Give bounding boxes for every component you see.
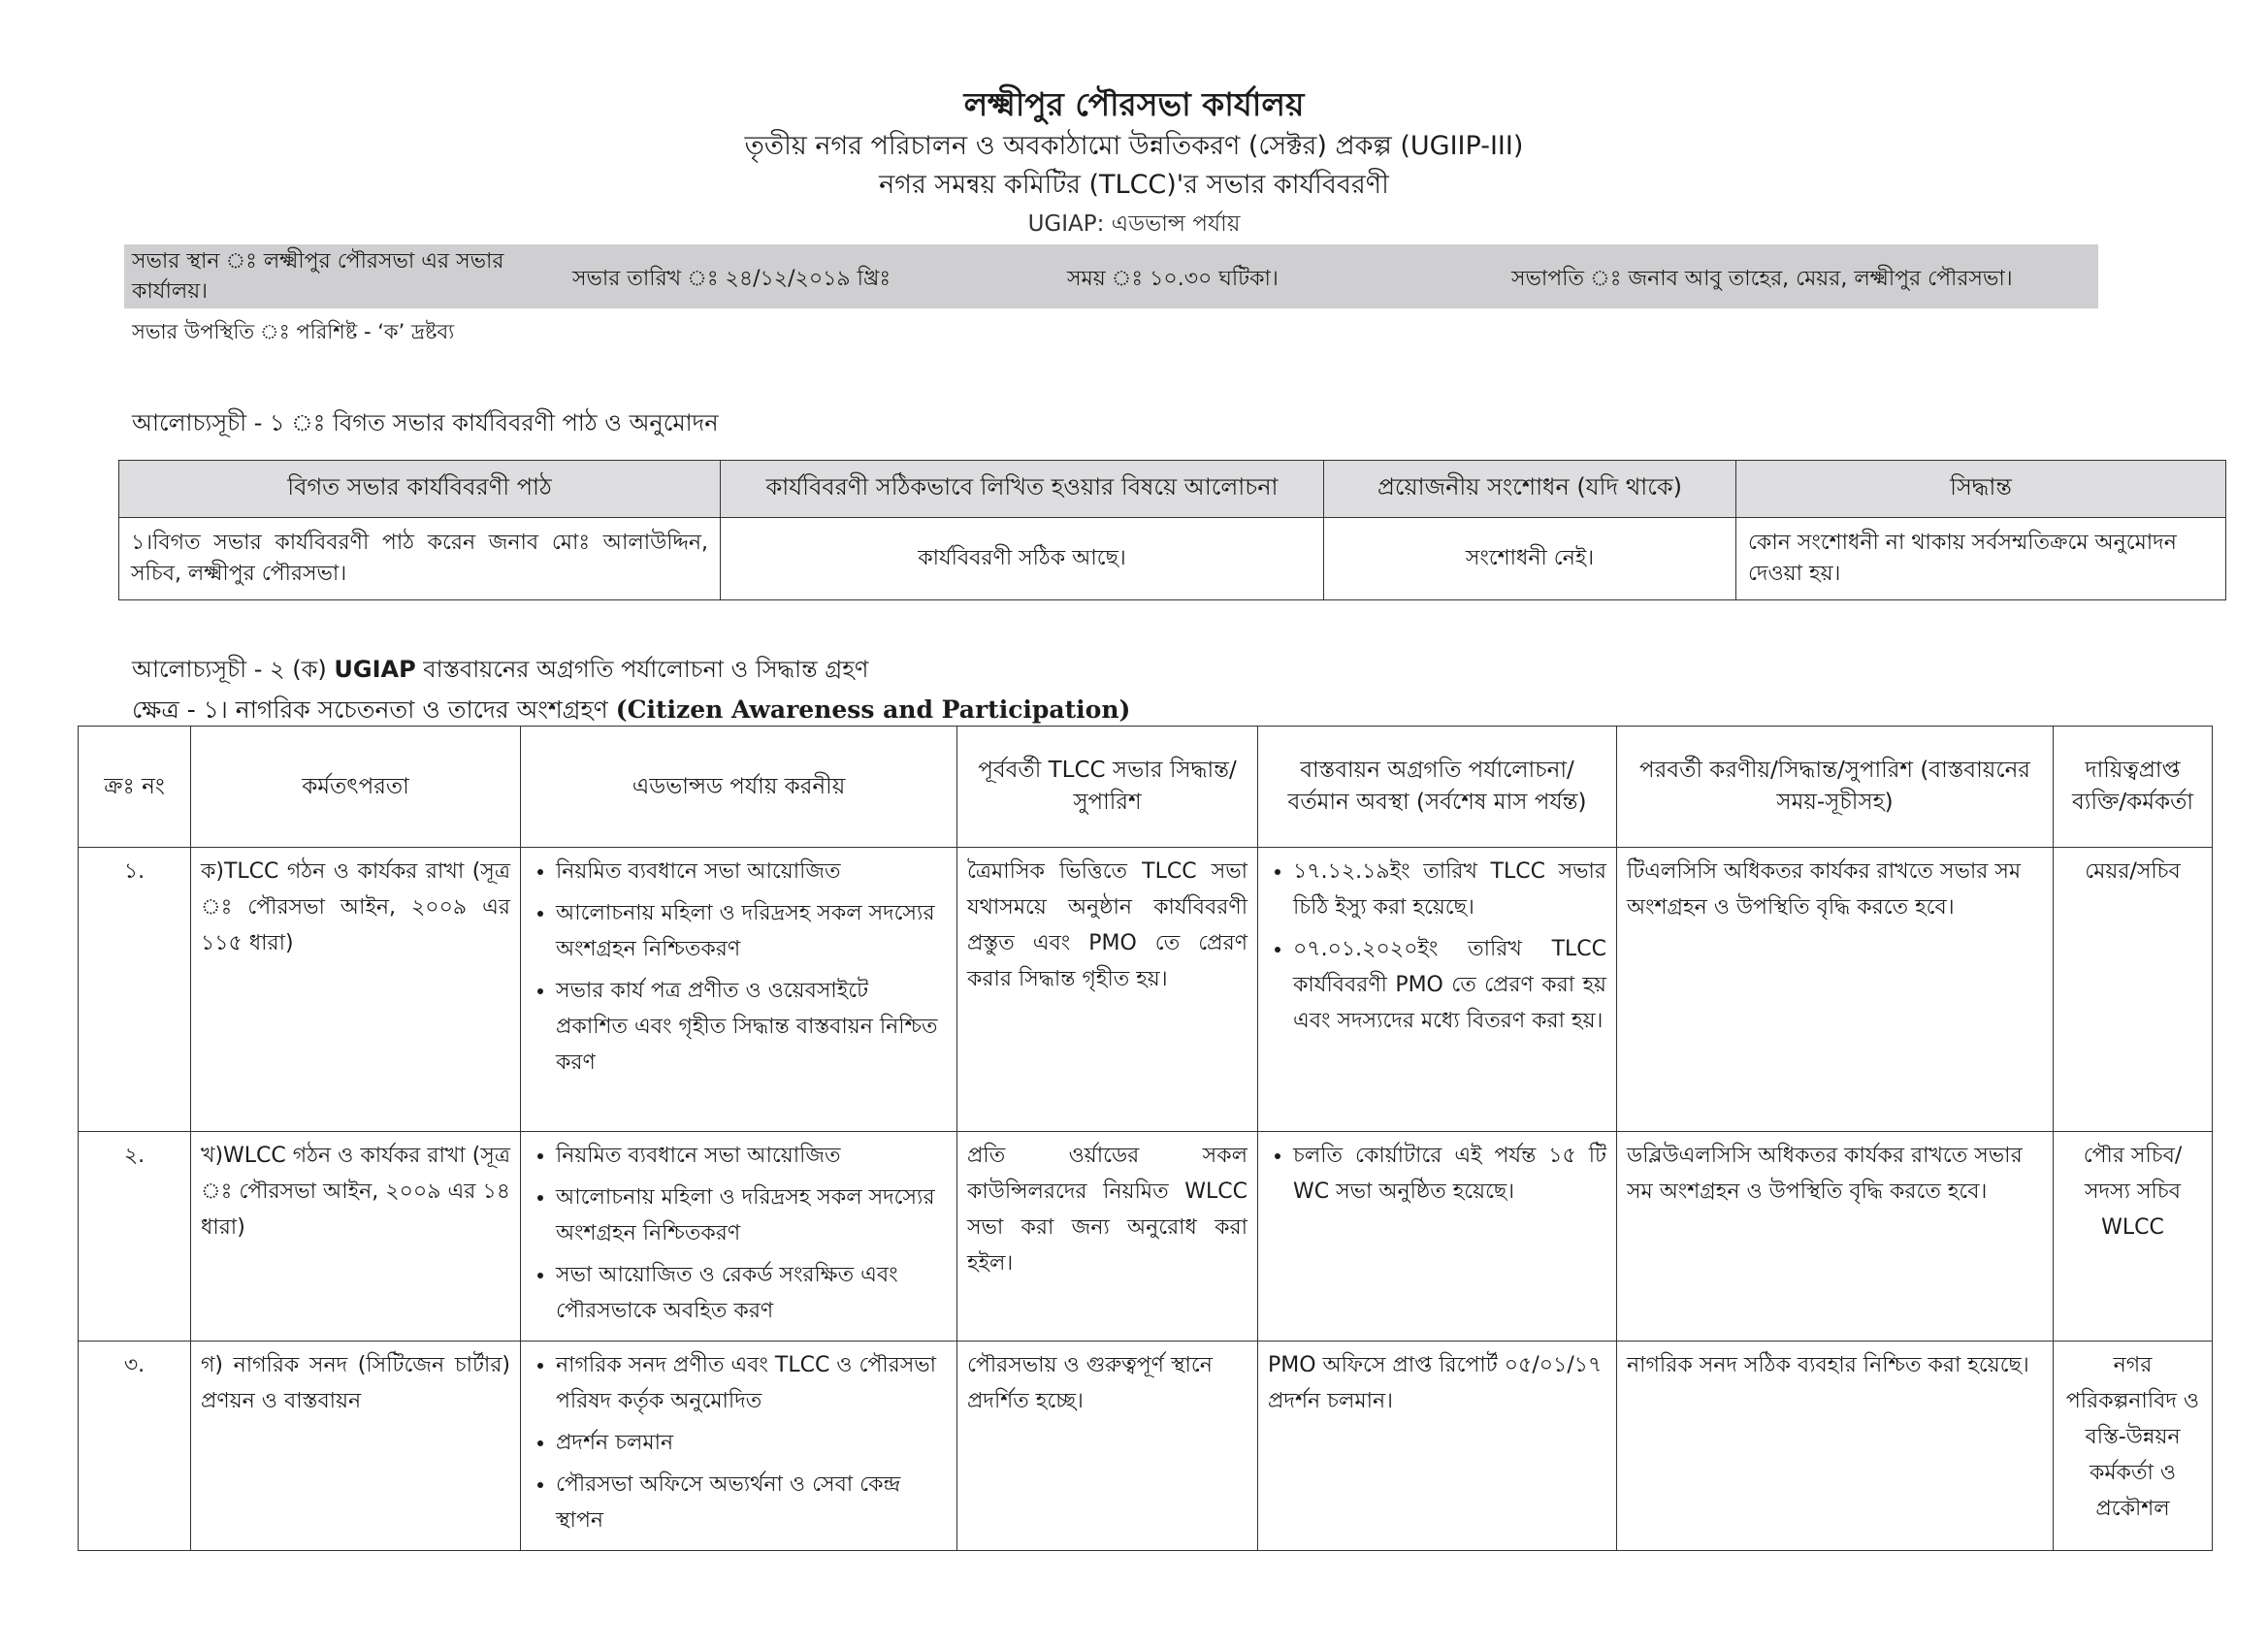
- agenda2-heading-pre: আলোচ্যসূচী - ২ (ক): [132, 656, 335, 683]
- sector-heading-bn: ক্ষেত্র - ১। নাগরিক সচেতনতা ও তাদের অংশগ্রহণ: [132, 695, 616, 724]
- agenda1-col-header: প্রয়োজনীয় সংশোধন (যদি থাকে): [1324, 461, 1736, 518]
- meeting-chair: সভাপতি ঃ জনাব আবু তাহের, মেয়র, লক্ষ্মীপুর পৌরসভা।: [1511, 267, 2013, 291]
- row-next: ডব্লিউএলসিসি অধিকতর কার্যকর রাখতে সভার সম অংশগ্রহন ও উপস্থিতি বৃদ্ধি করতে হবে।: [1617, 1132, 2054, 1342]
- row-previous: পৌরসভায় ও গুরুত্বপূর্ণ স্থানে প্রদর্শিত হচ্ছে।: [957, 1342, 1258, 1551]
- agenda1-col-header: সিদ্ধান্ত: [1736, 461, 2226, 518]
- row-activity: খ)WLCC গঠন ও কার্যকর রাখা (সূত্র ঃ পৌরসভা আইন, ২০০৯ এর ১৪ ধারা): [191, 1132, 521, 1342]
- row-progress: [1258, 1132, 1617, 1342]
- agenda2-col-header: কর্মতৎপরতা: [191, 727, 521, 848]
- agenda2-col-header: ক্রঃ নং: [79, 727, 191, 848]
- table-row: [119, 518, 2226, 600]
- phase-label: UGIAP: এডভান্স পর্যায়: [1027, 211, 1241, 237]
- agenda2-col-header: পূর্ববর্তী TLCC সভার সিদ্ধান্ত/সুপারিশ: [957, 727, 1258, 848]
- agenda2-col-header: বাস্তবায়ন অগ্রগতি পর্যালোচনা/ বর্তমান অবস্থা (সর্বশেষ মাস পর্যন্ত): [1258, 727, 1617, 848]
- row-todo: [521, 1342, 957, 1551]
- row-serial: ১.: [79, 848, 191, 1132]
- row-todo: [521, 1132, 957, 1342]
- agenda1-cell: সংশোধনী নেই।: [1324, 518, 1736, 600]
- agenda2-heading-post: বাস্তবায়নের অগ্রগতি পর্যালোচনা ও সিদ্ধান্ত গ্রহণ: [415, 656, 869, 683]
- table-row: [79, 848, 2213, 1132]
- meeting-info-band: [124, 244, 2098, 308]
- office-title: লক্ষ্মীপুর পৌরসভা কার্যালয়: [963, 85, 1305, 123]
- row-next: টিএলসিসি অধিকতর কার্যকর রাখতে সভার সম অংশগ্রহন ও উপস্থিতি বৃদ্ধি করতে হবে।: [1617, 848, 2054, 1132]
- meeting-attendance: সভার উপস্থিতি ঃ পরিশিষ্ট - ‘ক’ দ্রষ্টব্য: [132, 320, 455, 343]
- agenda2-table: [78, 726, 2213, 1551]
- agenda1-header-row: [119, 461, 2226, 518]
- todo-item: • নিয়মিত ব্যবধানে সভা আয়োজিত: [556, 1138, 947, 1174]
- table-row: [79, 1132, 2213, 1342]
- row-serial: ২.: [79, 1132, 191, 1342]
- agenda2-heading-bold: UGIAP: [334, 656, 416, 683]
- agenda1-table: [118, 460, 2226, 600]
- sector-heading-en: (Citizen Awareness and Participation): [615, 695, 1131, 724]
- agenda2-header-row: [79, 727, 2213, 848]
- todo-item: • নাগরিক সনদ প্রণীত এবং TLCC ও পৌরসভা পরিষদ কর্তৃক অনুমোদিত: [556, 1347, 947, 1419]
- progress-item: • ১৭.১২.১৯ইং তারিখ TLCC সভার চিঠি ইস্যু করা হয়েছে।: [1293, 854, 1606, 925]
- meeting-time: সময় ঃ ১০.৩০ ঘটিকা।: [1067, 267, 1279, 291]
- todo-item: • নিয়মিত ব্যবধানে সভা আয়োজিত: [556, 854, 947, 889]
- meeting-place: সভার স্থান ঃ লক্ষ্মীপুর পৌরসভা এর সভার কার্যালয়।: [132, 249, 504, 304]
- todo-item: • প্রদর্শন চলমান: [556, 1425, 947, 1461]
- agenda2-heading: [132, 652, 868, 691]
- row-next: নাগরিক সনদ সঠিক ব্যবহার নিশ্চিত করা হয়েছে।: [1617, 1342, 2054, 1551]
- agenda1-cell: কার্যবিবরণী সঠিক আছে।: [721, 518, 1324, 600]
- progress-item: • চলতি কোর্য়াটারে এই পর্যন্ত ১৫ টি WC সভা অনুষ্ঠিত হয়েছে।: [1293, 1138, 1606, 1210]
- todo-item: • পৌরসভা অফিসে অভ্যর্থনা ও সেবা কেন্দ্র স্থাপন: [556, 1467, 947, 1538]
- row-responsible: পৌর সচিব/সদস্য সচিব WLCC: [2054, 1132, 2213, 1342]
- agenda2-col-header: এডভান্সড পর্যায় করনীয়: [521, 727, 957, 848]
- todo-item: • আলোচনায় মহিলা ও দরিদ্রসহ সকল সদস্যের অংশগ্রহন নিশ্চিতকরণ: [556, 895, 947, 967]
- table-row: [79, 1342, 2213, 1551]
- agenda1-col-header: কার্যবিবরণী সঠিকভাবে লিখিত হওয়ার বিষয়ে আলোচনা: [721, 461, 1324, 518]
- minutes-title: নগর সমন্বয় কমিটির (TLCC)'র সভার কার্যবিবরণী: [879, 170, 1389, 200]
- agenda1-cell: ১।বিগত সভার কার্যবিবরণী পাঠ করেন জনাব মোঃ আলাউদ্দিন, সচিব, লক্ষ্মীপুর পৌরসভা।: [119, 518, 721, 600]
- row-progress: PMO অফিসে প্রাপ্ত রিপোর্ট ০৫/০১/১৭ প্রদর্শন চলমান।: [1258, 1342, 1617, 1551]
- meeting-date: সভার তারিখ ঃ ২৪/১২/২০১৯ খ্রিঃ: [572, 267, 891, 291]
- todo-item: • সভা আয়োজিত ও রেকর্ড সংরক্ষিত এবং পৌরসভাকে অবহিত করণ: [556, 1257, 947, 1329]
- row-responsible: মেয়র/সচিব: [2054, 848, 2213, 1132]
- agenda2-col-header: দায়িত্বপ্রাপ্ত ব্যক্তি/কর্মকর্তা: [2054, 727, 2213, 848]
- todo-item: • সভার কার্য পত্র প্রণীত ও ওয়েবসাইটে প্রকাশিত এবং গৃহীত সিদ্ধান্ত বাস্তবায়ন নিশ্চিত করণ: [556, 973, 947, 1081]
- agenda2-col-header: পরবর্তী করণীয়/সিদ্ধান্ত/সুপারিশ (বাস্তবায়নের সময়-সূচীসহ): [1617, 727, 2054, 848]
- row-todo: [521, 848, 957, 1132]
- agenda1-cell: কোন সংশোধনী না থাকায় সর্বসম্মতিক্রমে অনুমোদন দেওয়া হয়।: [1736, 518, 2226, 600]
- todo-item: • আলোচনায় মহিলা ও দরিদ্রসহ সকল সদস্যের অংশগ্রহন নিশ্চিতকরণ: [556, 1180, 947, 1251]
- row-serial: ৩.: [79, 1342, 191, 1551]
- row-previous: ত্রৈমাসিক ভিত্তিতে TLCC সভা যথাসময়ে অনুষ্ঠান কার্যবিবরণী প্রস্তুত এবং PMO তে প্রেরণ করার সিদ্ধান্ত গৃহীত হয়।: [957, 848, 1258, 1132]
- progress-item: • ০৭.০১.২০২০ইং তারিখ TLCC কার্যবিবরণী PMO তে প্রেরণ করা হয় এবং সদস্যদের মধ্যে বিতরণ করা হয়।: [1293, 931, 1606, 1039]
- agenda1-col-header: বিগত সভার কার্যবিবরণী পাঠ: [119, 461, 721, 518]
- agenda1-heading: আলোচ্যসূচী - ১ ঃ বিগত সভার কার্যবিবরণী পাঠ ও অনুমোদন: [132, 409, 719, 436]
- row-progress: [1258, 848, 1617, 1132]
- project-title: তৃতীয় নগর পরিচালন ও অবকাঠামো উন্নতিকরণ (সেক্টর) প্রকল্প (UGIIP-III): [744, 131, 1524, 161]
- row-responsible: নগর পরিকল্পনাবিদ ও বস্তি-উন্নয়ন কর্মকর্তা ও প্রকৌশল: [2054, 1342, 2213, 1551]
- row-activity: গ) নাগরিক সনদ (সিটিজেন চার্টার) প্রণয়ন ও বাস্তবায়ন: [191, 1342, 521, 1551]
- row-activity: ক)TLCC গঠন ও কার্যকর রাখা (সূত্র ঃ পৌরসভা আইন, ২০০৯ এর ১১৫ ধারা): [191, 848, 521, 1132]
- row-previous: প্রতি ওর্য়াডের সকল কাউন্সিলরদের নিয়মিত WLCC সভা করা জন্য অনুরোধ করা হইল।: [957, 1132, 1258, 1342]
